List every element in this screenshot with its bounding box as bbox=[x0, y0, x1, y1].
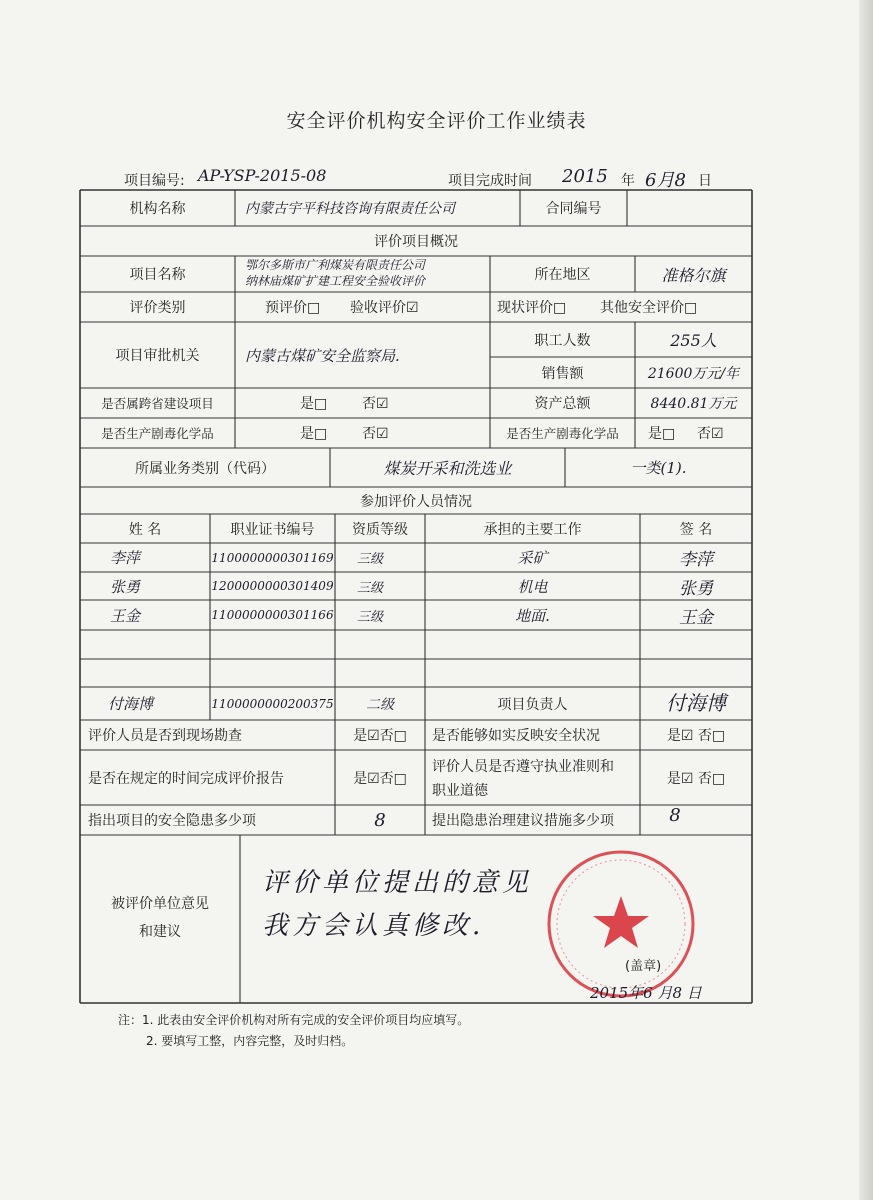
business-category-code: 一类(1). bbox=[630, 459, 687, 477]
toxic-chem-2-no[interactable]: 否☑ bbox=[697, 426, 724, 442]
measures-count-value: 8 bbox=[669, 804, 681, 826]
staff-count-label: 职工人数 bbox=[534, 332, 591, 349]
business-category-value: 煤炭开采和洗选业 bbox=[383, 459, 512, 478]
hazards-count-label: 指出项目的安全隐患多少项 bbox=[88, 813, 256, 829]
toxic-chem-label: 是否生产剧毒化学品 bbox=[101, 426, 214, 441]
person-3-level: 三级 bbox=[356, 609, 383, 625]
contract-no-label: 合同编号 bbox=[545, 201, 602, 217]
total-assets-value: 8440.81万元 bbox=[650, 396, 737, 412]
opinion-line-2: 我方会认真修改. bbox=[262, 911, 485, 941]
region-value: 准格尔旗 bbox=[661, 265, 726, 285]
person-2-cert: 1200000000301409 bbox=[211, 579, 334, 593]
sales-label: 销售额 bbox=[541, 365, 584, 382]
toxic-chem-no[interactable]: 否☑ bbox=[362, 426, 389, 442]
toxic-chem-2-yes[interactable]: 是□ bbox=[648, 426, 676, 442]
cross-province-yes[interactable]: 是□ bbox=[300, 396, 328, 412]
other-eval-checkbox[interactable]: 其他安全评价□ bbox=[600, 300, 698, 316]
person-1-name: 李萍 bbox=[110, 549, 141, 567]
person-2-name: 张勇 bbox=[110, 577, 141, 596]
company-seal bbox=[545, 848, 697, 1000]
on-time-label: 是否在规定的时间完成评价报告 bbox=[88, 770, 284, 787]
finish-year: 2015 bbox=[562, 166, 608, 187]
col-work: 承担的主要工作 bbox=[483, 521, 582, 538]
person-2-signature: 张勇 bbox=[679, 578, 713, 599]
on-time-choice[interactable]: 是☑否□ bbox=[353, 770, 407, 787]
toxic-chem-yes[interactable]: 是□ bbox=[300, 426, 328, 442]
ethics-label-line2: 职业道德 bbox=[432, 783, 488, 799]
col-sign: 签 名 bbox=[679, 521, 713, 538]
person-3-signature: 王金 bbox=[679, 607, 713, 628]
day-unit: 日 bbox=[698, 173, 712, 189]
person-3-work: 地面. bbox=[515, 606, 550, 625]
person-1-work: 采矿 bbox=[517, 549, 548, 567]
cross-province-label: 是否属跨省建设项目 bbox=[101, 396, 214, 411]
col-name: 姓 名 bbox=[128, 521, 162, 538]
person-2-work: 机电 bbox=[517, 577, 548, 596]
project-name-line2: 纳林庙煤矿扩建工程安全验收评价 bbox=[245, 274, 426, 288]
approval-authority-label: 项目审批机关 bbox=[115, 348, 200, 364]
approval-authority-value: 内蒙古煤矿安全监察局. bbox=[245, 346, 400, 365]
project-no-value: AP-YSP-2015-08 bbox=[198, 166, 327, 185]
measures-count-label: 提出隐患治理建议措施多少项 bbox=[432, 813, 614, 829]
leader-role-label: 项目负责人 bbox=[497, 696, 568, 713]
eval-type-label: 评价类别 bbox=[129, 300, 186, 316]
reflect-safety-choice[interactable]: 是☑ 否□ bbox=[666, 728, 726, 744]
org-name-value: 内蒙古宇平科技咨询有限责任公司 bbox=[245, 201, 455, 217]
opinion-date: 2015年6 月8 日 bbox=[590, 984, 702, 1002]
toxic-chem-label-2: 是否生产剧毒化学品 bbox=[506, 426, 619, 441]
leader-signature: 付海博 bbox=[666, 690, 726, 715]
contract-no-value[interactable] bbox=[630, 190, 750, 226]
leader-cert: 1100000000200375 bbox=[211, 696, 334, 711]
region-label: 所在地区 bbox=[534, 267, 591, 283]
project-name-line1: 鄂尔多斯市广利煤炭有限责任公司 bbox=[245, 258, 426, 272]
person-2-level: 三级 bbox=[356, 580, 383, 596]
leader-name: 付海博 bbox=[108, 695, 154, 713]
site-survey-label: 评价人员是否到现场勘查 bbox=[88, 728, 242, 744]
business-category-label: 所属业务类别（代码） bbox=[135, 460, 275, 477]
person-1-signature: 李萍 bbox=[679, 550, 713, 570]
note-2: 2. 要填写工整，内容完整，及时归档。 bbox=[146, 1034, 354, 1048]
pre-eval-checkbox[interactable]: 预评价□ bbox=[265, 300, 321, 316]
person-1-level: 三级 bbox=[356, 552, 383, 567]
acceptance-eval-checkbox[interactable]: 验收评价☑ bbox=[350, 300, 419, 316]
finish-time-label: 项目完成时间 bbox=[448, 173, 532, 189]
project-name-value bbox=[245, 257, 490, 289]
opinion-label-line1: 被评价单位意见 bbox=[111, 896, 209, 912]
col-cert: 职业证书编号 bbox=[230, 521, 315, 538]
note-1: 注：1. 此表由安全评价机构对所有完成的安全评价项目均应填写。 bbox=[118, 1013, 470, 1027]
site-survey-choice[interactable]: 是☑否□ bbox=[353, 728, 407, 744]
project-name-label: 项目名称 bbox=[129, 267, 186, 283]
reflect-safety-label: 是否能够如实反映安全状况 bbox=[432, 728, 600, 744]
org-name-label: 机构名称 bbox=[129, 201, 186, 217]
seal-label: (盖章) bbox=[625, 959, 662, 974]
person-3-name: 王金 bbox=[110, 606, 141, 625]
project-no-label: 项目编号: bbox=[124, 173, 185, 189]
cross-province-no[interactable]: 否☑ bbox=[362, 396, 389, 412]
person-1-cert: 1100000000301169 bbox=[211, 550, 334, 565]
opinion-label bbox=[80, 890, 240, 946]
sales-value: 21600万元/年 bbox=[647, 365, 740, 382]
col-level: 资质等级 bbox=[352, 521, 408, 538]
ethics-label bbox=[432, 755, 637, 803]
page-title: 安全评价机构安全评价工作业绩表 bbox=[286, 110, 587, 132]
personnel-heading: 参加评价人员情况 bbox=[360, 493, 472, 510]
status-eval-checkbox[interactable]: 现状评价□ bbox=[497, 300, 567, 316]
opinion-line-1: 评价单位提出的意见 bbox=[262, 868, 533, 898]
year-unit: 年 bbox=[621, 173, 635, 189]
finish-month-day: 6月8 bbox=[645, 170, 686, 191]
hazards-count-value: 8 bbox=[374, 809, 386, 831]
person-3-cert: 1100000000301166 bbox=[211, 608, 334, 622]
overview-heading: 评价项目概况 bbox=[374, 234, 458, 250]
total-assets-label: 资产总额 bbox=[534, 396, 591, 412]
ethics-label-line1: 评价人员是否遵守执业准则和 bbox=[432, 759, 614, 775]
opinion-label-line2: 和建议 bbox=[139, 924, 181, 940]
leader-level: 二级 bbox=[366, 696, 394, 713]
ethics-choice[interactable]: 是☑ 否□ bbox=[666, 770, 726, 787]
staff-count-value: 255人 bbox=[670, 331, 717, 350]
